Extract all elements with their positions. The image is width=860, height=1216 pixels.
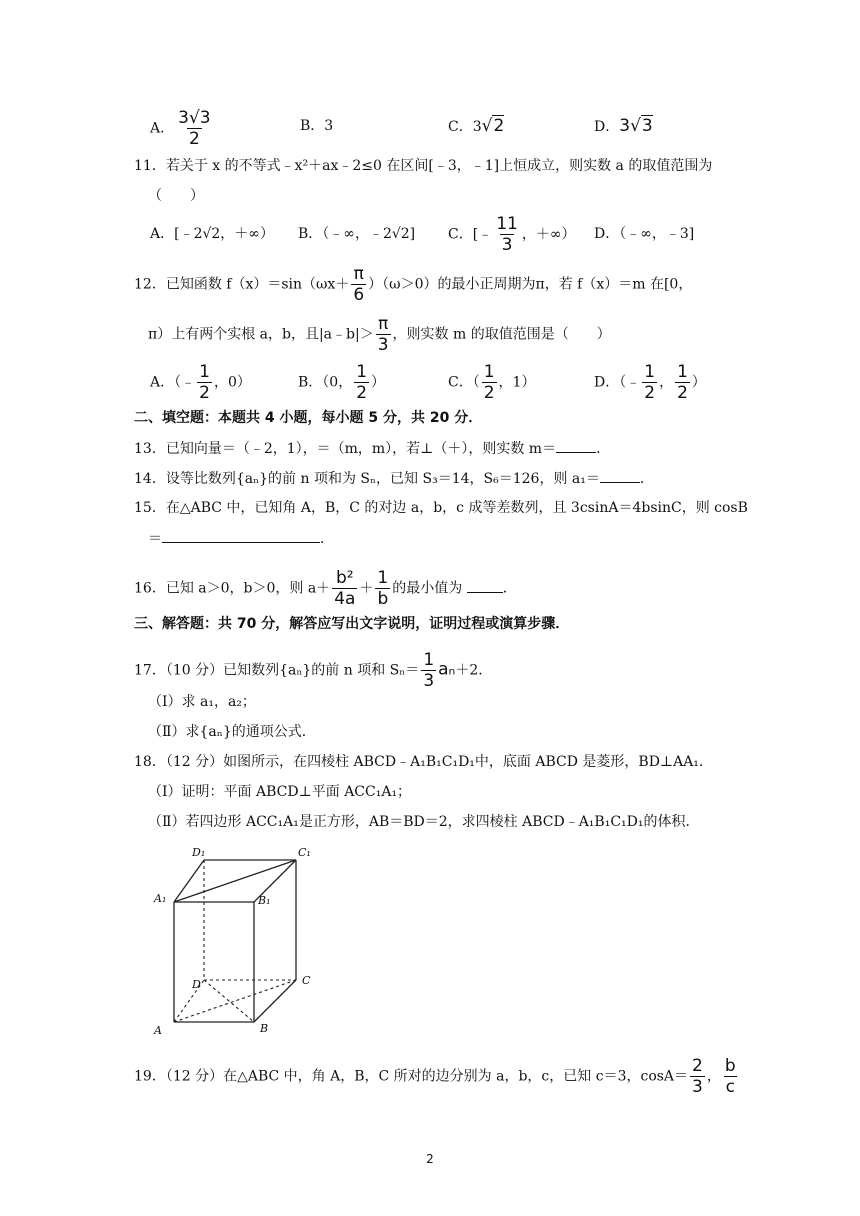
label-d: D	[192, 978, 201, 991]
numerator: b	[724, 1056, 736, 1076]
fraction	[675, 362, 690, 403]
label-c: C	[302, 974, 311, 987]
q13-text: 13．已知向量＝（﹣2，1），＝（m，m），若⊥（＋），则实数 m＝	[134, 441, 557, 457]
page-number: 2	[426, 1152, 434, 1166]
numerator: 1	[677, 362, 688, 382]
denominator: c	[725, 1077, 735, 1097]
fraction	[375, 568, 390, 609]
numerator: π	[377, 314, 389, 334]
numerator: 1	[199, 362, 210, 382]
fraction	[642, 362, 657, 403]
q17-stem	[134, 650, 492, 691]
q14	[134, 468, 654, 489]
answer-blank	[556, 438, 596, 453]
option-label: C．3	[448, 119, 482, 135]
option-label: D．	[594, 119, 620, 135]
stem-text: π）上有两个实根 a，b，且|a﹣b|＞	[148, 326, 374, 343]
fraction	[482, 362, 497, 403]
section-fill-in-heading: 二、填空题：本题共 4 小题，每小题 5 分，共 20 分．	[134, 410, 483, 426]
option-text: ，＋∞）	[521, 226, 576, 243]
option-text: D．（﹣	[594, 374, 641, 391]
label-c1: C₁	[298, 846, 311, 859]
q17-part1: （Ⅰ）求 a₁，a₂；	[148, 694, 256, 710]
fraction	[421, 650, 436, 691]
q16-text: 16．已知 a＞0，b＞0，则 a＋	[134, 580, 331, 597]
denominator: 2	[644, 383, 656, 403]
q18-stem: 18．（12 分）如图所示，在四棱柱 ABCD﹣A₁B₁C₁D₁中，底面 ABCD 是菱形，BD⊥AA₁．	[134, 754, 713, 770]
q11-answer-paren: （ ）	[148, 188, 204, 204]
label-a1: A₁	[154, 892, 167, 905]
q12-stem-line1	[134, 264, 692, 305]
denominator: 6	[353, 285, 365, 305]
period: ．	[502, 580, 517, 597]
q10-option-d	[594, 116, 653, 137]
q11-stem: 11．若关于 x 的不等式﹣x²＋ax﹣2≤0 在区间[﹣3，﹣1]上恒成立，则实数 a 的取值范围为	[134, 158, 713, 174]
answer-blank	[600, 468, 640, 483]
q19-text: ，	[706, 1068, 721, 1085]
option-label: A．	[150, 120, 175, 137]
stem-text: ）（ω＞0）的最小正周期为π，若 f（x）＝m 在[0，	[368, 276, 693, 293]
fraction	[197, 362, 212, 403]
period: ．	[596, 441, 611, 457]
hidden-diag-d-b	[204, 980, 254, 1022]
period: ．	[639, 471, 654, 487]
answer-blank	[162, 528, 320, 543]
q14-text: 14．设等比数列{aₙ}的前 n 项和为 Sₙ，已知 S₃＝14，S₆＝126，则 a₁＝	[134, 471, 600, 487]
option-text: ）	[691, 374, 706, 391]
q12-option-b	[298, 362, 385, 403]
numerator: 3√3	[178, 108, 211, 128]
stem-text: ，则实数 m 的取值范围是（ ）	[392, 326, 611, 343]
q19-text: 19．（12 分）在△ABC 中，角 A，B，C 所对的边分别为 a，b，c，已知 c＝3，cosA＝	[134, 1068, 689, 1085]
denominator: 3	[423, 671, 435, 691]
numerator: b²	[336, 568, 354, 588]
prism-figure	[150, 842, 330, 1038]
q15-line2	[148, 528, 334, 549]
denominator: 2	[199, 383, 210, 403]
q17-part2: （Ⅱ）求{aₙ}的通项公式．	[148, 724, 316, 740]
denominator: 2	[483, 383, 495, 403]
fraction	[723, 1056, 738, 1097]
denominator: 4a	[334, 589, 356, 609]
option-text: C．[﹣	[448, 226, 493, 243]
fraction	[690, 1056, 705, 1097]
option-text: C．（	[448, 374, 480, 391]
sqrt-sign: √	[630, 116, 641, 136]
section-solution-heading: 三、解答题：共 70 分，解答应写出文字说明，证明过程或演算步骤．	[134, 616, 570, 632]
radicand: 3	[641, 116, 653, 136]
denominator: 2	[188, 129, 200, 149]
label-b1: B₁	[258, 894, 271, 907]
q15-line1: 15．在△ABC 中，已知角 A，B，C 的对边 a，b，c 成等差数列，且 3csinA＝4bsinC，则 cosB	[134, 500, 748, 516]
denominator: 3	[377, 335, 389, 355]
q10-option-a	[150, 108, 215, 149]
q16-text: 的最小值为	[392, 580, 463, 597]
diag-a1-c1	[174, 860, 296, 902]
q17-text: 17．（10 分）已知数列{aₙ}的前 n 项和 Sₙ＝	[134, 662, 420, 679]
q11-option-c	[448, 214, 576, 255]
fraction	[354, 362, 369, 403]
denominator: 3	[501, 235, 513, 255]
q12-stem-line2	[148, 314, 611, 355]
numerator: 1	[483, 362, 495, 382]
option-text: ，0）	[213, 374, 251, 391]
q12-option-d	[594, 362, 706, 403]
a-n: aₙ	[438, 659, 456, 680]
q10-option-c	[448, 116, 504, 137]
q12-option-c	[448, 362, 535, 403]
numerator: 1	[377, 568, 389, 588]
q13	[134, 438, 610, 459]
radicand: 2	[493, 116, 505, 136]
label-a: A	[154, 1024, 162, 1037]
fraction	[176, 108, 212, 149]
denominator: 2	[677, 383, 688, 403]
fraction	[376, 314, 391, 355]
sqrt-sign: √	[481, 116, 493, 136]
option-text: B．（0，	[298, 374, 353, 391]
denominator: 2	[356, 383, 368, 403]
option-text: ，	[659, 374, 674, 391]
q11-option-d: D．（﹣∞，﹣3]	[594, 226, 695, 242]
edge-b-c	[254, 980, 296, 1022]
edge-a1-d1	[174, 860, 204, 902]
q17-text: ＋2．	[455, 662, 493, 679]
numerator: 1	[423, 650, 435, 670]
q18-part2: （Ⅱ）若四边形 ACC₁A₁是正方形，AB＝BD＝2，求四棱柱 ABCD﹣A₁B₁C₁D₁的体积．	[148, 814, 700, 830]
fraction	[351, 264, 366, 305]
numerator: 1	[644, 362, 656, 382]
q10-option-b: B．3	[300, 118, 334, 134]
period: ．	[320, 531, 334, 547]
operator: ＋	[359, 580, 374, 597]
numerator: 11	[496, 214, 518, 234]
fraction	[494, 214, 520, 255]
coefficient: 3	[619, 116, 631, 136]
option-text: ）	[371, 374, 386, 391]
numerator: 1	[356, 362, 368, 382]
label-d1: D₁	[192, 846, 206, 859]
numerator: 2	[692, 1056, 703, 1076]
q18-part1: （Ⅰ）证明：平面 ABCD⊥平面 ACC₁A₁；	[148, 784, 412, 800]
option-text: ，1）	[498, 374, 536, 391]
fraction	[332, 568, 357, 609]
option-text: A．（﹣	[150, 374, 196, 391]
label-b: B	[260, 1022, 269, 1035]
q11-option-b: B．（﹣∞，﹣2√2]	[298, 226, 416, 242]
q15-text: ＝	[148, 531, 162, 547]
numerator: π	[353, 264, 364, 284]
q16	[134, 568, 517, 609]
q19-stem	[134, 1056, 740, 1097]
answer-blank	[467, 578, 503, 593]
stem-text: 12．已知函数 f（x）＝sin（ωx＋	[134, 276, 350, 293]
q12-option-a	[150, 362, 251, 403]
denominator: b	[377, 589, 389, 609]
denominator: 3	[692, 1077, 703, 1097]
q11-option-a: A．[﹣2√2，＋∞）	[150, 226, 274, 242]
